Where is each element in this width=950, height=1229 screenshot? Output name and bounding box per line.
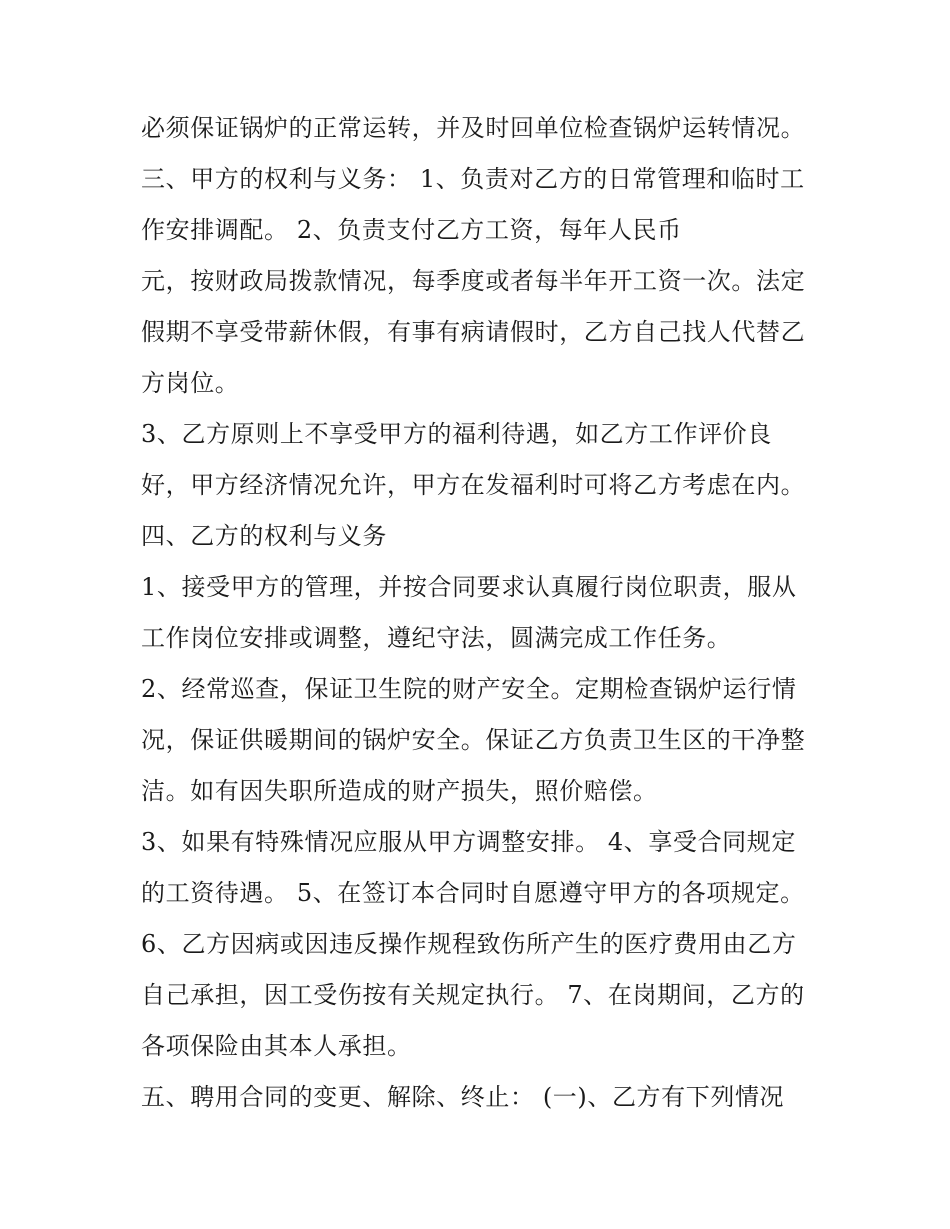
text-line: 各项保险由其本人承担。 xyxy=(141,1032,412,1060)
text-line: 6、乙方因病或因违反操作规程致伤所产生的医疗费用由乙方 xyxy=(141,930,797,958)
text-line: 工作岗位安排或调整，遵纪守法，圆满完成工作任务。 xyxy=(141,624,732,652)
text-line: 3、乙方原则上不享受甲方的福利待遇，如乙方工作评价良 xyxy=(141,420,772,448)
text-line: 2、经常巡查，保证卫生院的财产安全。定期检查锅炉运行情 xyxy=(141,675,797,703)
contract-body xyxy=(141,103,841,1123)
text-line: 三、甲方的权利与义务： 1、负责对乙方的日常管理和临时工 xyxy=(141,165,805,193)
text-line: 好，甲方经济情况允许，甲方在发福利时可将乙方考虑在内。 xyxy=(141,471,806,499)
text-line: 方岗位。 xyxy=(141,369,240,397)
text-line: 洁。如有因失职所造成的财产损失，照价赔偿。 xyxy=(141,777,658,805)
text-line: 假期不享受带薪休假，有事有病请假时，乙方自己找人代替乙 xyxy=(141,318,806,346)
section-heading: 四、乙方的权利与义务 xyxy=(141,522,387,550)
text-line: 自己承担，因工受伤按有关规定执行。 7、在岗期间，乙方的 xyxy=(141,981,805,1009)
text-line: 必须保证锅炉的正常运转，并及时回单位检查锅炉运转情况。 xyxy=(141,114,806,142)
text-line: 的工资待遇。 5、在签订本合同时自愿遵守甲方的各项规定。 xyxy=(141,879,805,907)
text-line: 元，按财政局拨款情况，每季度或者每半年开工资一次。法定 xyxy=(141,267,806,295)
text-line: 1、接受甲方的管理，并按合同要求认真履行岗位职责，服从 xyxy=(141,573,797,601)
text-line: 3、如果有特殊情况应服从甲方调整安排。 4、享受合同规定 xyxy=(141,828,796,856)
text-line: 况，保证供暖期间的锅炉安全。保证乙方负责卫生区的干净整 xyxy=(141,726,806,754)
text-line: 作安排调配。 2、负责支付乙方工资，每年人民币 xyxy=(141,216,682,244)
text-line: 五、聘用合同的变更、解除、终止： (一)、乙方有下列情况 xyxy=(141,1083,785,1111)
